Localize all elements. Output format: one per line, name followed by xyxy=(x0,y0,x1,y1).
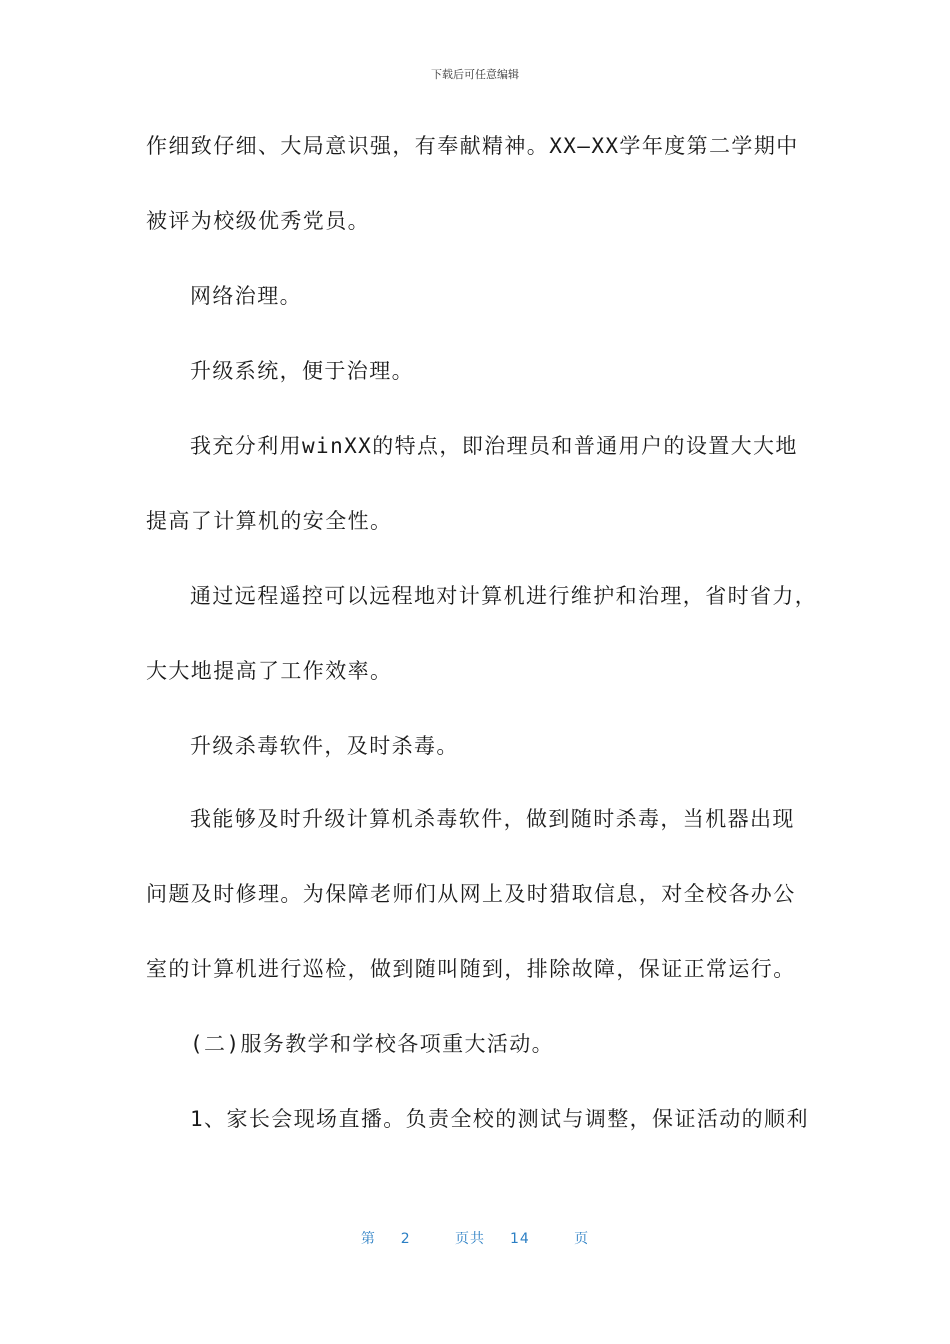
page-footer xyxy=(0,1228,950,1248)
body-line-8: 大大地提高了工作效率。 xyxy=(146,659,393,683)
body-line-12: 室的计算机进行巡检，做到随叫随到，排除故障，保证正常运行。 xyxy=(146,957,796,981)
footer-middle: 页共 xyxy=(455,1231,486,1247)
body-line-2: 被评为校级优秀党员。 xyxy=(146,209,370,233)
body-line-3: 网络治理。 xyxy=(190,284,302,308)
footer-prefix: 第 xyxy=(360,1231,376,1247)
footer-page-number: 2 xyxy=(400,1231,411,1247)
page-header-note: 下载后可任意编辑 xyxy=(431,68,519,81)
footer-total-pages: 14 xyxy=(509,1231,530,1247)
body-line-4: 升级系统，便于治理。 xyxy=(190,359,414,383)
footer-suffix: 页 xyxy=(574,1231,590,1247)
body-line-6: 提高了计算机的安全性。 xyxy=(146,509,393,533)
body-line-7: 通过远程遥控可以远程地对计算机进行维护和治理，省时省力， xyxy=(190,584,818,608)
body-line-11: 问题及时修理。为保障老师们从网上及时猎取信息，对全校各办公 xyxy=(146,882,796,906)
body-line-13: (二)服务教学和学校各项重大活动。 xyxy=(190,1032,555,1056)
body-line-10: 我能够及时升级计算机杀毒软件，做到随时杀毒，当机器出现 xyxy=(190,807,795,831)
body-line-9: 升级杀毒软件，及时杀毒。 xyxy=(190,734,459,758)
body-line-14: 1、家长会现场直播。负责全校的测试与调整，保证活动的顺利 xyxy=(190,1107,809,1131)
body-line-1: 作细致仔细、大局意识强，有奉献精神。XX—XX学年度第二学期中 xyxy=(146,134,799,158)
body-line-5: 我充分利用winXX的特点，即治理员和普通用户的设置大大地 xyxy=(190,434,798,458)
